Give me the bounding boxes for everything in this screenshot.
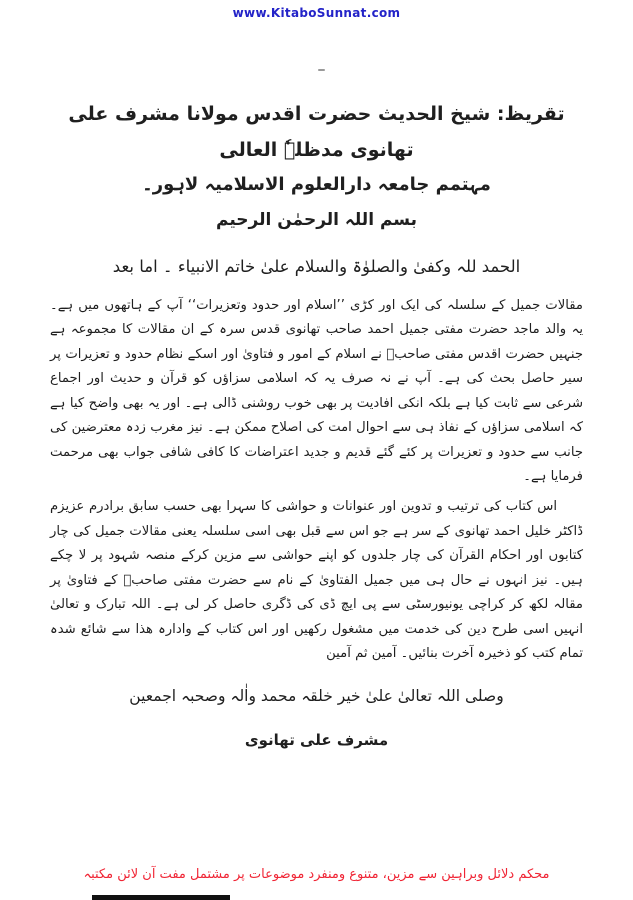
page-body <box>50 96 583 754</box>
closing-salawat-line: وصلی اللہ تعالیٰ علیٰ خیر خلقہ محمد واٰلہ وصحبہ اجمعین <box>129 687 504 706</box>
author-signature: مشرف علی تھانوی <box>244 730 389 749</box>
paragraph-1: مقالات جمیل کے سلسلہ کی ایک اور کڑی ’’اسلام اور حدود وتعزیرات‘‘ آپ کے ہاتھوں میں ہے۔ یہ والد ماجد حضرت مفتی جمیل احمد صاحب تھانوی قدس سرہ کے ان مقالات کا مجموعہ ہے جنہیں حضرت اقدس مفتی صاحبؒ نے اسلام کے امور و فتاویٰ اور اسکے نظام حدود و تعزیرات پر سیر حاصل بحث کی ہے۔ آپ نے نہ صرف یہ کہ اسلامی سزاؤں کو قرآن و حدیث اور اجماع شرعی سے ثابت کیا ہے بلکہ انکی افادیت پر بھی خوب روشنی ڈالی ہے۔ اور یہ بھی واضح کیا ہے کہ اسلامی سزاؤں کے نفاذ ہی سے احوال امت کی اصلاح ممکن ہے۔ نیز مغرب زدہ معترضین کی جانب سے حدود و تعزیرات پر کئے گئے قدیم و جدید اعتراضات کا کافی شافی جواب بھی مرحمت فرمایا ہے۔ <box>50 298 583 484</box>
heading-line-institution: مہتمم جامعہ دارالعلوم الاسلامیہ لاہور۔ <box>142 174 491 196</box>
footer-tagline: محکم دلائل وبراہین سے مزین، متنوع ومنفرد موضوعات پر مشتمل مفت آن لائن مکتبہ <box>83 867 550 882</box>
scan-artifact-bar <box>92 895 230 900</box>
arabic-opening-line: الحمد للہ وکفیٰ والصلوٰۃ والسلام علیٰ خاتم الانبیاء ۔ اما بعد <box>112 256 521 276</box>
scan-speck <box>318 69 325 71</box>
bismillah-line: بسم اللہ الرحمٰن الرحیم <box>216 210 417 231</box>
site-url-link[interactable]: www.KitaboSunnat.com <box>232 6 401 20</box>
heading-line-author: تقریظ: شیخ الحدیث حضرت اقدس مولانا مشرف علی تھانوی مدظلہٗ العالی <box>68 103 565 162</box>
paragraph-2: اس کتاب کی ترتیب و تدوین اور عنوانات و حواشی کا سہرا بھی حسب سابق برادرم عزیزم ڈاکٹر خلیل احمد تھانوی کے سر ہے جو اس سے قبل بھی اسی سلسلہ یعنی مقالات جمیل کی چار کتابوں اور احکام القرآن کی چار جلدوں کو اپنے حواشی سے مزین کرکے منصہ شہود پر لا چکے ہیں۔ نیز انہوں نے حال ہی میں جمیل الفتاویٰ کے نام سے حضرت مفتی صاحبؒ کے فتاویٰ پر مقالہ لکھ کر کراچی یونیورسٹی سے پی ایچ ڈی کی ڈگری حاصل کر لی ہے۔ اللہ تبارک و تعالیٰ انہیں اسی طرح دین کی خدمت میں مشغول رکھیں اور اس کتاب کے وادارہ ھذا سے شائع شدہ تمام کتب کو ذخیرہ آخرت بنائیں۔ آمین ثم آمین <box>50 499 583 661</box>
taqreez-heading <box>50 96 583 237</box>
